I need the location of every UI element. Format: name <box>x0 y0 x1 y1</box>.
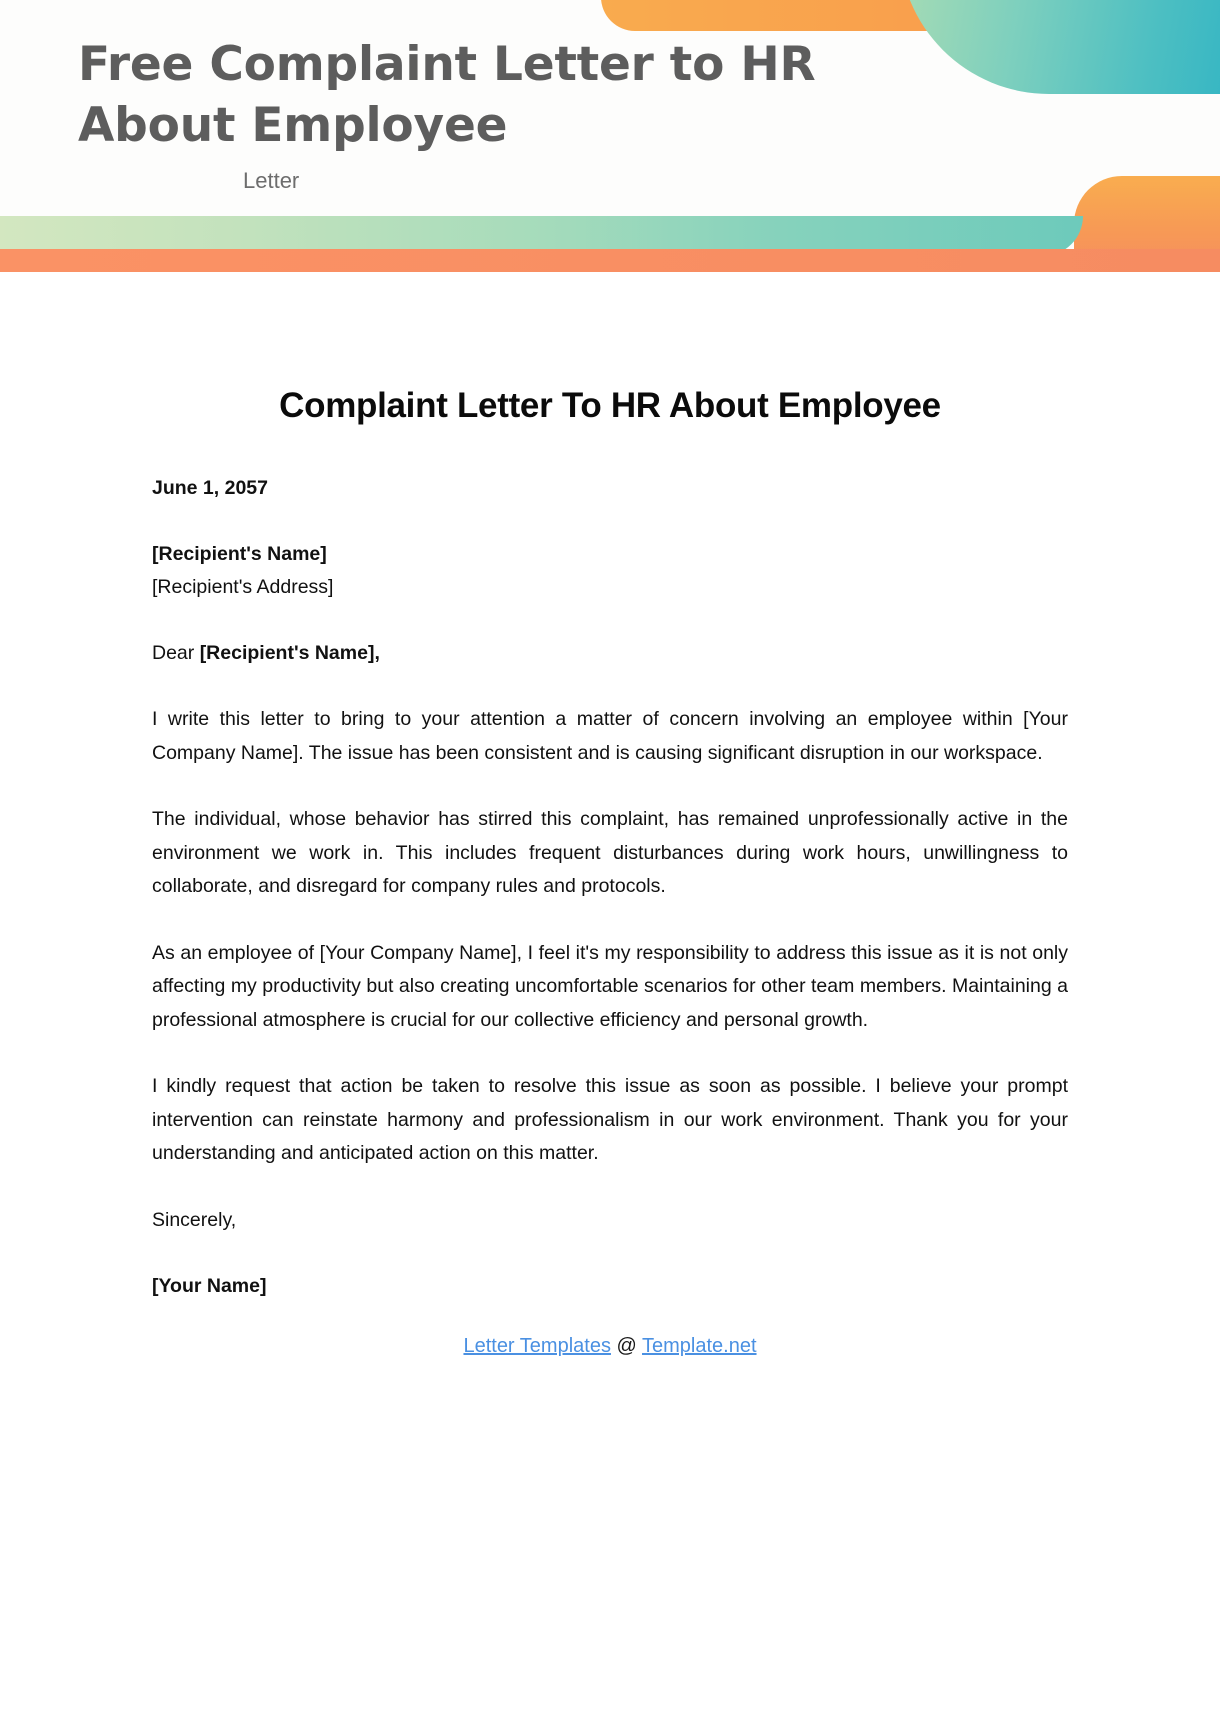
footer-attribution <box>152 1330 1068 1364</box>
spacer <box>152 670 1068 703</box>
letter-content <box>152 426 1068 1363</box>
decorative-teal-blob-shape <box>899 0 1220 94</box>
letter-date: June 1, 2057 <box>152 477 268 499</box>
spacer <box>152 605 1068 637</box>
footer-link-template-net[interactable]: Template.net <box>642 1334 757 1357</box>
footer-separator: @ <box>610 1334 643 1357</box>
header-title: Free Complaint Letter to HR About Employee <box>78 37 816 153</box>
decorative-salmon-band <box>0 249 1220 272</box>
salutation-prefix: Dear <box>152 641 200 664</box>
salutation-recipient-name: [Recipient's Name], <box>199 641 380 664</box>
salutation <box>152 637 1068 671</box>
footer-link-letter-templates[interactable]: Letter Templates <box>463 1334 611 1357</box>
letter-paragraph-3: As an employee of [Your Company Name], I feel it's my responsibility to address this issue as it is not only affecting my productivity but also creating uncomfortable scenarios for other team members. Maintaining a professional atmosphere is crucial for our collective efficiency and personal growth. <box>152 941 1068 1031</box>
recipient-address: [Recipient's Address] <box>152 576 334 598</box>
header-banner <box>0 0 1220 272</box>
document-title: Complaint Letter To HR About Employee <box>279 386 941 425</box>
letter-paragraph-1: I write this letter to bring to your attention a matter of concern involving an employee within [Your Company Name]. The issue has been consistent and is causing significant disruption in our workspace. <box>152 708 1068 764</box>
letter-paragraph-2: The individual, whose behavior has stirred this complaint, has remained unprofessionally active in the environment we work in. This includes frequent disturbances during work hours, unwillingness to collaborate, and disregard for company rules and protocols. <box>152 808 1068 897</box>
letter-paragraph-4: I kindly request that action be taken to resolve this issue as soon as possible. I believe your prompt intervention can reinstate harmony and professionalism in our work environment. Thank you for your understanding and anticipated action on this matter. <box>152 1075 1068 1164</box>
header-subtitle: Letter <box>243 168 300 193</box>
spacer <box>152 1237 1068 1270</box>
spacer <box>152 506 1068 538</box>
letter-closing: Sincerely, <box>152 1208 237 1231</box>
signature-name: [Your Name] <box>152 1275 267 1297</box>
document-body <box>0 272 1220 1363</box>
recipient-name: [Recipient's Name] <box>152 542 327 565</box>
